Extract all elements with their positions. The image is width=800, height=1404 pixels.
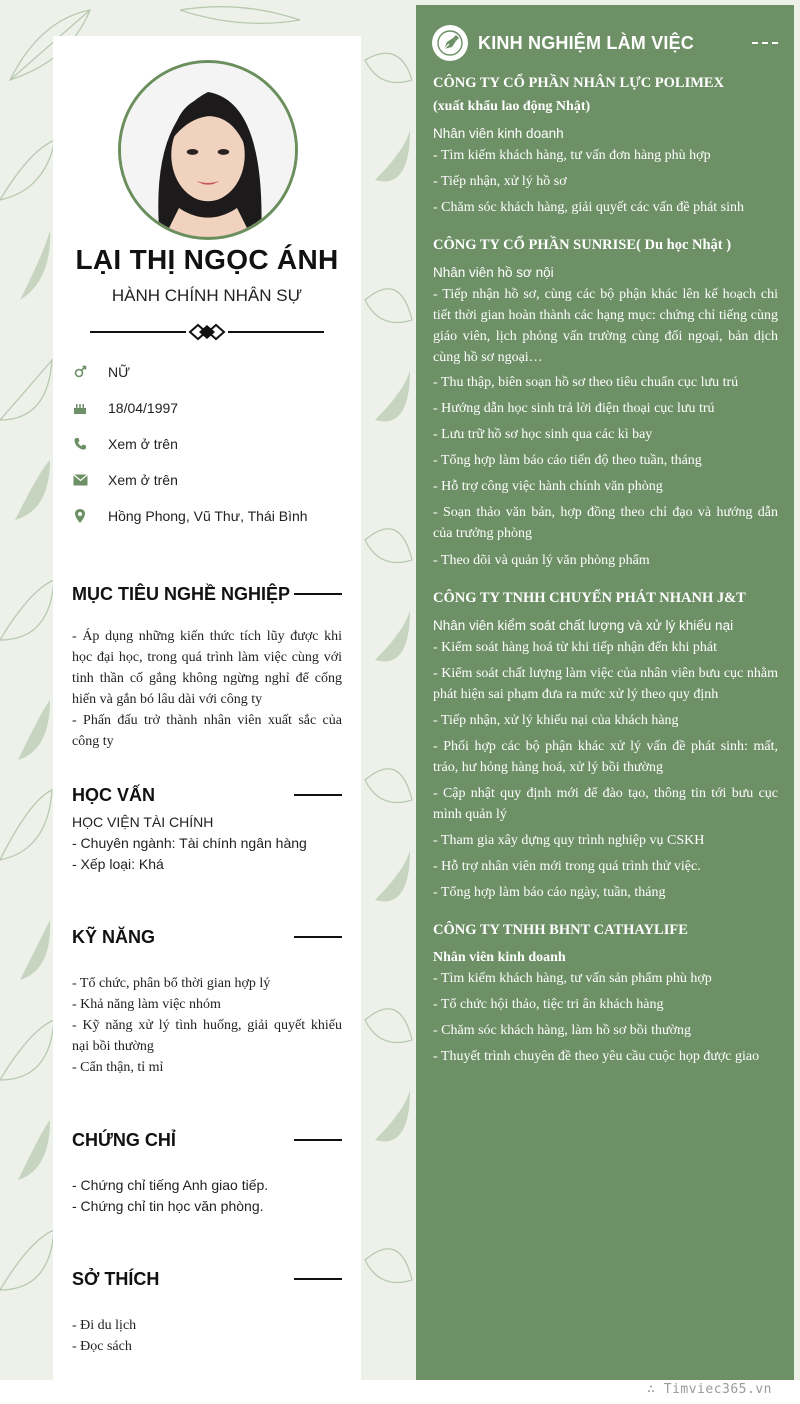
- phone-icon: [72, 436, 88, 452]
- skill-item: - Cẩn thận, tỉ mỉ: [72, 1060, 164, 1075]
- heading-rule: [294, 936, 342, 938]
- ornament-divider: [90, 322, 324, 342]
- email-icon: [72, 472, 88, 488]
- experience-title: KINH NGHIỆM LÀM VIỆC: [478, 32, 695, 53]
- job-duty: - Hướng dẫn học sinh trả lời điện thoại cục lưu trú: [433, 401, 715, 416]
- hobbies-heading: [72, 1267, 342, 1291]
- job-duty: - Tổ chức hội thảo, tiệc tri ân khách hàng: [433, 997, 664, 1012]
- objective-title: MỤC TIÊU NGHỀ NGHIỆP: [72, 583, 291, 604]
- job-company: CÔNG TY CỔ PHẦN SUNRISE( Du học Nhật ): [433, 237, 732, 253]
- birthday-cake-icon: [72, 400, 88, 416]
- school-name: HỌC VIỆN TÀI CHÍNH: [72, 814, 214, 830]
- job-duty: - Tổng hợp làm báo cáo ngày, tuần, tháng: [433, 885, 666, 900]
- job-company: CÔNG TY TNHH CHUYỂN PHÁT NHANH J&T: [433, 590, 746, 606]
- job-duty: - Cập nhật quy định mới để đào tạo, thông tin tới bưu cục mình quản lý: [433, 786, 778, 822]
- certificate-item: - Chứng chỉ tiếng Anh giao tiếp.: [72, 1177, 269, 1193]
- job-role: Nhân viên hồ sơ nội: [433, 265, 554, 280]
- skills-body: [72, 973, 342, 1078]
- job-duty: - Hỗ trợ nhân viên mới trong quá trình thử việc.: [433, 859, 701, 874]
- objective-line: - Phấn đấu trở thành nhân viên xuất sắc của công ty: [72, 713, 342, 749]
- certificates-title: CHỨNG CHỈ: [72, 1129, 176, 1150]
- skill-item: - Khả năng làm việc nhóm: [72, 997, 221, 1012]
- watermark-text: ∴ Timviec365.vn: [647, 1382, 772, 1397]
- skills-heading: [72, 925, 342, 949]
- gender-text: NỮ: [108, 364, 131, 380]
- job-duty: - Chăm sóc khách hàng, giải quyết các vấn đề phát sinh: [433, 200, 745, 215]
- skill-item: - Kỹ năng xử lý tình huống, giải quyết khiếu nại bồi thường: [72, 1018, 342, 1054]
- candidate-name: LẠI THỊ NGỌC ÁNH: [75, 244, 339, 275]
- heading-rule: [294, 1278, 342, 1280]
- heading-rule: [294, 593, 342, 595]
- job-duty: - Tìm kiếm khách hàng, tư vấn đơn hàng phù hợp: [433, 148, 711, 163]
- skills-title: KỸ NĂNG: [72, 926, 156, 947]
- job-duty: - Tiếp nhận, xử lý hồ sơ: [433, 174, 567, 189]
- skill-item: - Tổ chức, phân bổ thời gian hợp lý: [72, 976, 271, 991]
- hobbies-title: SỞ THÍCH: [72, 1268, 160, 1289]
- experience-panel: [416, 5, 794, 1380]
- job-role: Nhân viên kinh doanh: [433, 950, 566, 965]
- objective-body: [72, 626, 342, 752]
- certificates-body: [72, 1175, 342, 1217]
- job-company-note: (xuất khẩu lao động Nhật): [433, 99, 591, 114]
- avatar-portrait: [121, 63, 295, 237]
- education-title: HỌC VẤN: [72, 784, 156, 805]
- pen-nib-icon: [432, 25, 468, 61]
- job-duty: - Phối hợp các bộ phận khác xử lý vấn đề phát sinh: mất, tráo, hư hỏng hàng hoá, xử lý bồi thường: [433, 739, 778, 775]
- hobby-item: - Đi du lịch: [72, 1318, 137, 1333]
- job-title: HÀNH CHÍNH NHÂN SỰ: [111, 286, 303, 305]
- birthday-text: 18/04/1997: [108, 400, 179, 416]
- job-duty: - Tổng hợp làm báo cáo tiến độ theo tuần, tháng: [433, 453, 702, 468]
- gender-icon: [72, 364, 88, 380]
- phone-text: Xem ở trên: [108, 436, 178, 452]
- education-major: - Chuyên ngành: Tài chính ngân hàng: [72, 835, 307, 851]
- job-duty: - Tìm kiếm khách hàng, tư vấn sản phẩm phù hợp: [433, 971, 712, 986]
- education-heading: [72, 783, 342, 807]
- avatar: [118, 60, 298, 240]
- heading-rule: [294, 1139, 342, 1141]
- certificates-heading: [72, 1128, 342, 1152]
- job-role: Nhân viên kiểm soát chất lượng và xử lý khiếu nại: [433, 618, 734, 633]
- job-duty: - Kiểm soát chất lượng làm việc của nhân viên bưu cục nhằm phát hiện sai phạm đưa ra mức xử lý theo quy định: [433, 666, 778, 702]
- job-duty: - Theo dõi và quản lý văn phòng phẩm: [433, 553, 650, 568]
- job-duty: - Lưu trữ hồ sơ học sinh qua các kì bay: [433, 427, 653, 442]
- contact-address: [72, 506, 352, 526]
- location-pin-icon: [72, 508, 88, 524]
- job-duty: - Tiếp nhận, xử lý khiếu nại của khách hàng: [433, 713, 679, 728]
- dashed-rule: [752, 42, 782, 44]
- job-duty: - Tham gia xây dựng quy trình nghiệp vụ CSKH: [433, 833, 705, 848]
- contact-email: [72, 470, 352, 490]
- job-duty: - Thuyết trình chuyên đề theo yêu cầu cuộc họp được giao: [433, 1049, 760, 1064]
- heading-rule: [294, 794, 342, 796]
- job-role: Nhân viên kinh doanh: [433, 126, 564, 141]
- job-duty: - Soạn thảo văn bản, hợp đồng theo chỉ đạo và hướng dẫn của trưởng phòng: [433, 505, 778, 541]
- job-company: CÔNG TY TNHH BHNT CATHAYLIFE: [433, 922, 688, 938]
- contact-birthday: [72, 398, 352, 418]
- job-duty: - Hỗ trợ công việc hành chính văn phòng: [433, 479, 663, 494]
- hobbies-body: [72, 1315, 342, 1357]
- education-grade: - Xếp loại: Khá: [72, 856, 164, 872]
- objective-heading: [72, 582, 342, 606]
- contact-phone: [72, 434, 352, 454]
- job-duty: - Chăm sóc khách hàng, làm hồ sơ bồi thường: [433, 1023, 692, 1038]
- job-duty: - Thu thập, biên soạn hồ sơ theo tiêu chuẩn cục lưu trú: [433, 375, 739, 390]
- job-duty: - Tiếp nhận hồ sơ, cùng các bộ phận khác lên kế hoạch chi tiết thời gian hoàn thành các hạng mục: chứng chỉ tiếng cùng giáo viên, lịch phỏng vấn trường cùng đối ngoại, bản dịch cùng hồ sơ ngoại…: [433, 287, 778, 365]
- contact-gender: [72, 362, 352, 382]
- address-text: Hồng Phong, Vũ Thư, Thái Bình: [108, 508, 308, 524]
- email-text: Xem ở trên: [108, 472, 178, 488]
- job-duty: - Kiểm soát hàng hoá từ khi tiếp nhận đến khi phát: [433, 640, 718, 655]
- certificate-item: - Chứng chỉ tin học văn phòng.: [72, 1198, 264, 1214]
- objective-line: - Áp dụng những kiến thức tích lũy được khi học đại học, trong quá trình làm việc cùng với tinh thần cố gắng không ngừng nghỉ để cống hiến và gắn bó lâu dài với công ty: [72, 629, 342, 707]
- education-body: [72, 812, 342, 875]
- experience-header: [432, 25, 782, 61]
- job-company: CÔNG TY CỔ PHẦN NHÂN LỰC POLIMEX: [433, 75, 725, 91]
- hobby-item: - Đọc sách: [72, 1339, 132, 1354]
